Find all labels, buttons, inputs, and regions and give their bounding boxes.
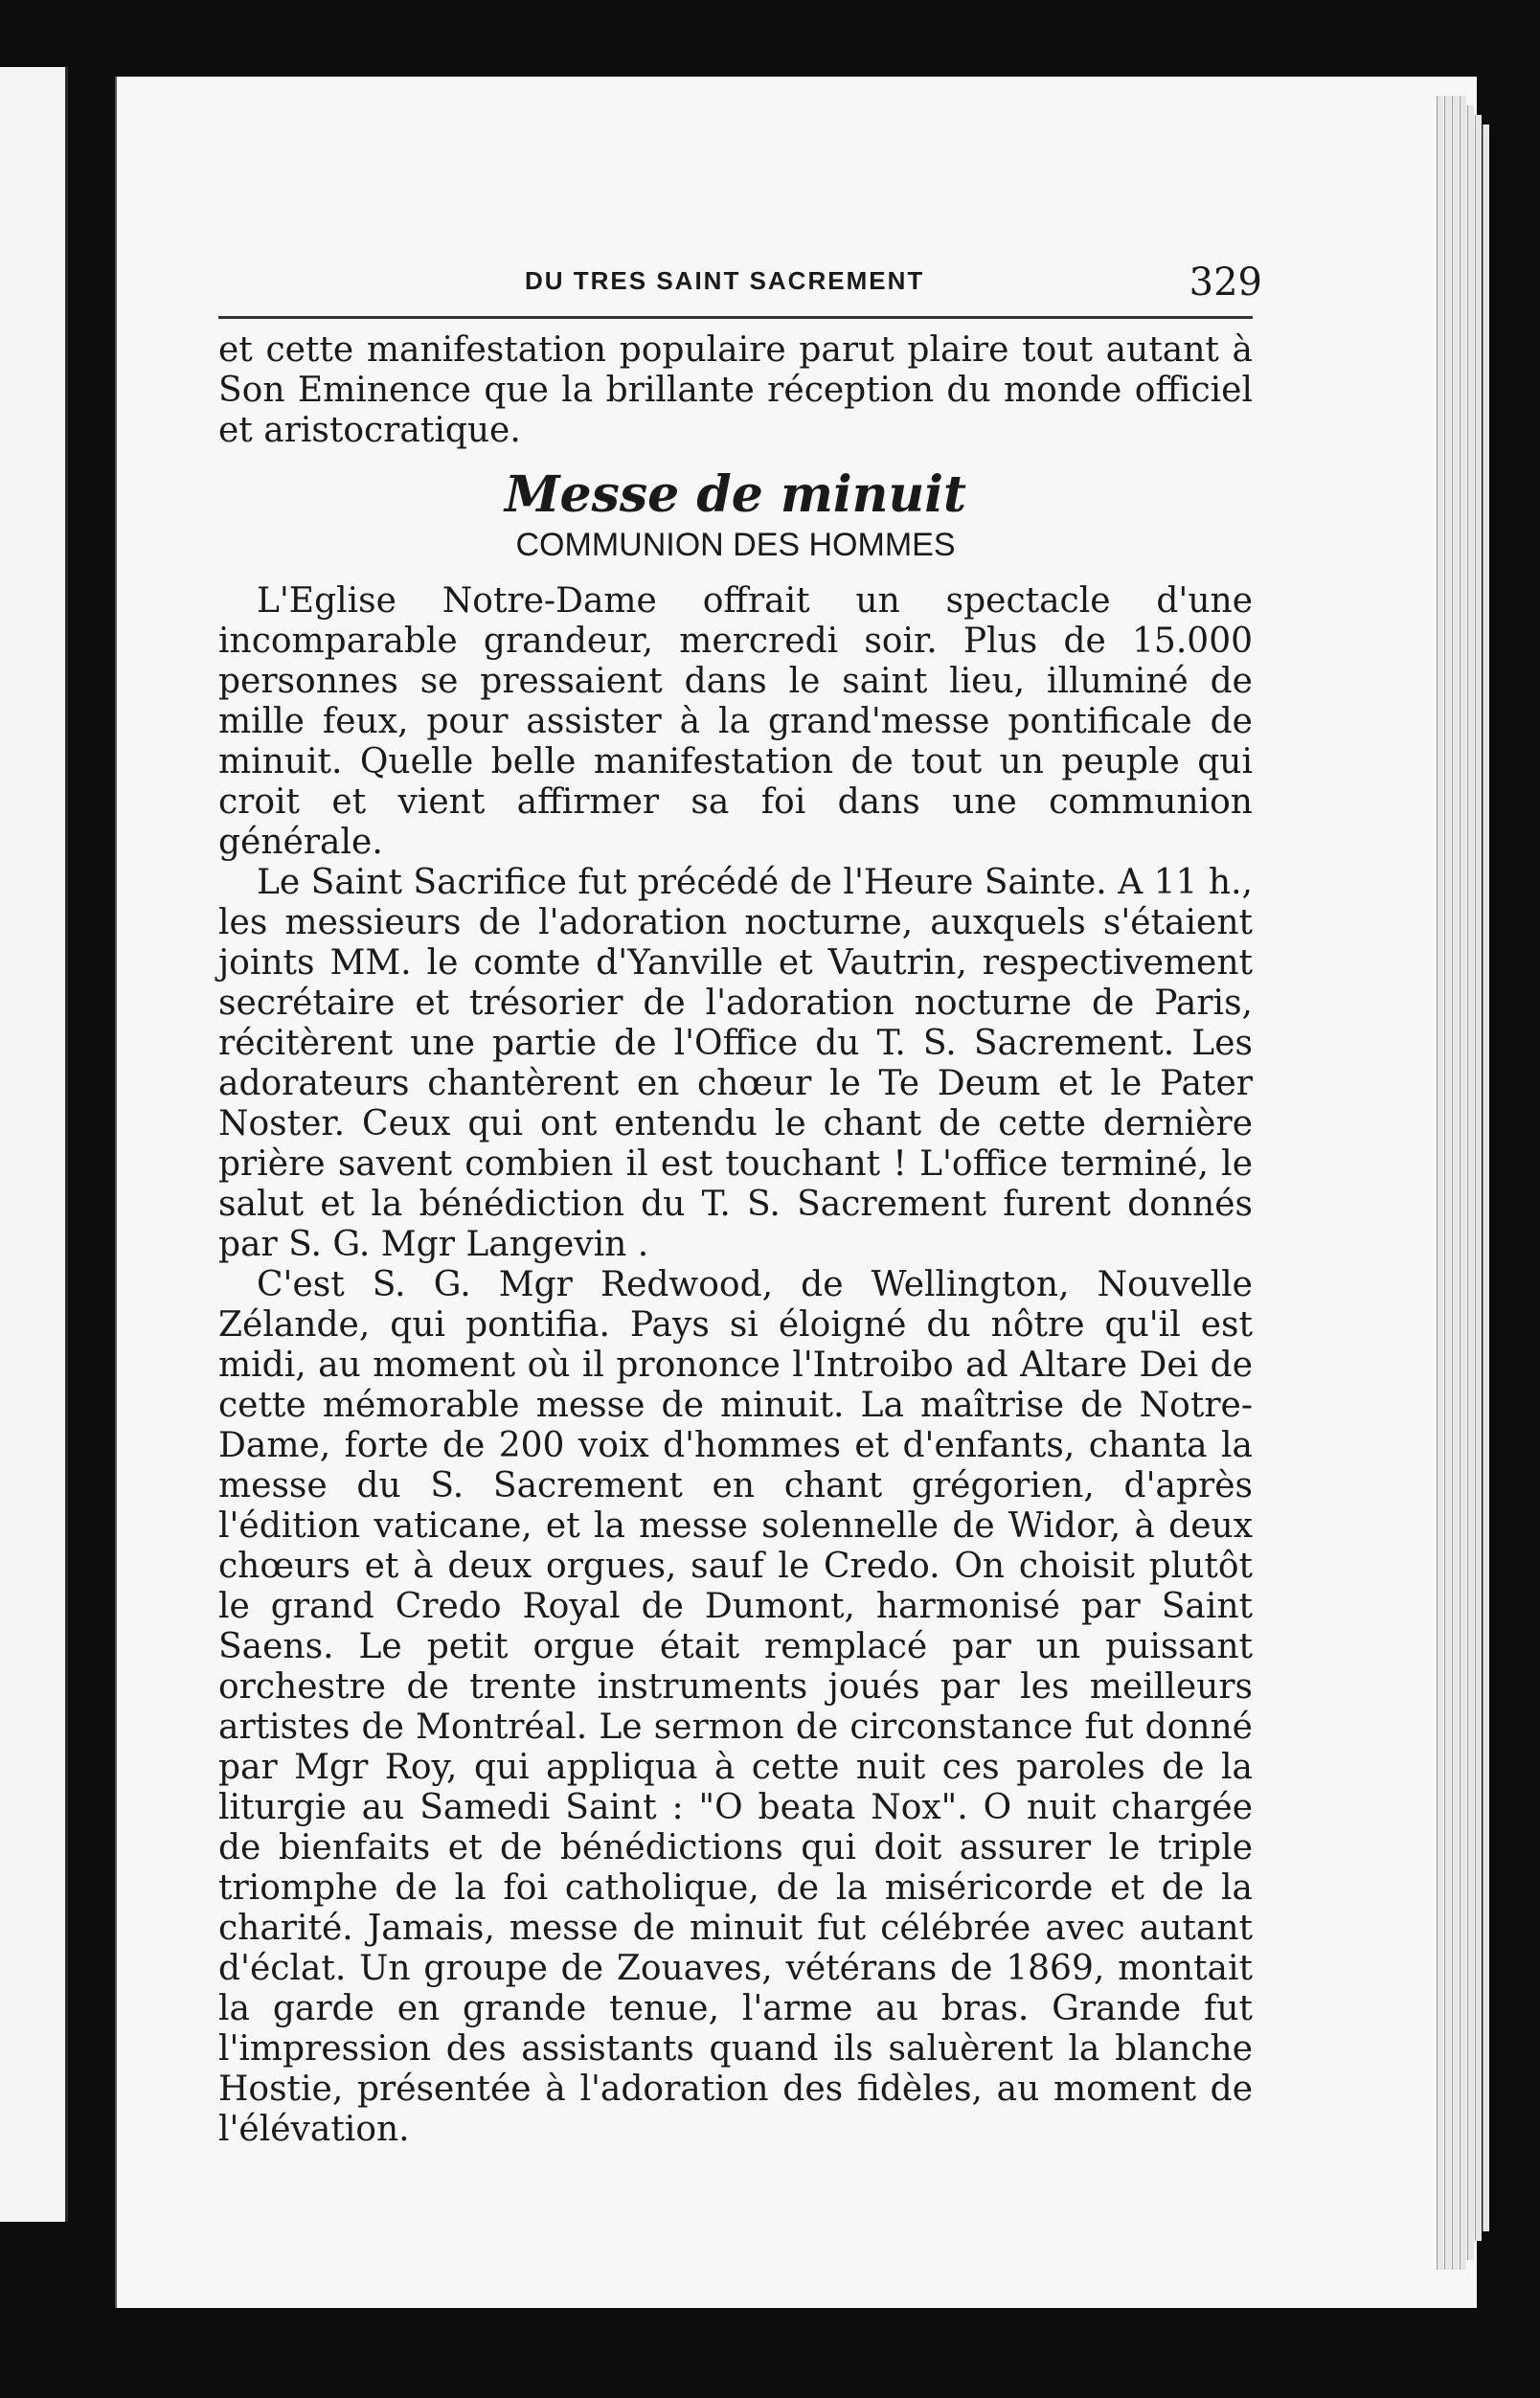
page-edge — [1452, 96, 1459, 2270]
page-edge — [1444, 96, 1451, 2270]
page-edge — [1483, 124, 1489, 2231]
page-content — [218, 259, 1262, 2150]
facing-page-edge — [0, 67, 68, 2222]
running-head — [218, 259, 1262, 319]
body-paragraph: Le Saint Sacrifice fut précédé de l'Heure Sainte. A 11 h., les messieurs de l'adoration nocturne, auxquels s'étaient joints MM. le comte d'Yanville et Vautrin, respectivement secrétaire et trésorier de l'adoration nocturne de Paris, récitèrent une partie de l'Office du T. S. Sacrement. Les adorateurs chantèrent en chœur le Te Deum et le Pater Noster. Ceux qui ont entendu le chant de cette dernière prière savent combien il est touchant ! L'office terminé, le salut et la bénédiction du T. S. Sacrement furent donnés par S. G. Mgr Langevin . — [218, 863, 1253, 1264]
page-number: 329 — [1189, 260, 1262, 305]
page-edge — [1460, 96, 1466, 2270]
body-paragraph: L'Eglise Notre-Dame offrait un spectacle d'une incomparable grandeur, mercredi soir. Plus de 15.000 personnes se pressaient dans le saint lieu, illuminé de mille feux, pour assister à la grand'messe pontificale de minuit. Quelle belle manifestation de tout un peuple qui croit et vient affirmer sa foi dans une communion générale. — [218, 581, 1253, 862]
intro-paragraph: et cette manifestation populaire parut plaire tout autant à Son Eminence que la brillante réception du monde officiel et aristocratique. — [218, 330, 1253, 450]
running-title: DU TRES SAINT SACREMENT — [525, 266, 925, 295]
page-edge — [1467, 105, 1474, 2260]
section-title: Messe de minuit — [504, 465, 967, 524]
page-edge — [1437, 96, 1443, 2270]
page-edge — [1475, 115, 1482, 2241]
body-paragraph: C'est S. G. Mgr Redwood, de Wellington, Nouvelle Zélande, qui pontifia. Pays si éloigné du nôtre qu'il est midi, au moment où il prononce l'Introibo ad Altare Dei de cette mémorable messe de minuit. La maîtrise de Notre-Dame, forte de 200 voix d'hommes et d'enfants, chanta la messe du S. Sacrement en chant grégorien, d'après l'édition vaticane, et la messe solennelle de Widor, à deux chœurs et à deux orgues, sauf le Credo. On choisit plutôt le grand Credo Royal de Dumont, harmonisé par Saint Saens. Le petit orgue était remplacé par un puissant orchestre de trente instruments joués par les meilleurs artistes de Montréal. Le sermon de circonstance fut donné par Mgr Roy, qui appliqua à cette nuit ces paroles de la liturgie au Samedi Saint : "O beata Nox". O nuit chargée de bienfaits et de bénédictions qui doit assurer le triple triomphe de la foi catholique, de la miséricorde et de la charité. Jamais, messe de minuit fut célébrée avec autant d'éclat. Un groupe de Zouaves, vétérans de 1869, montait la garde en grande tenue, l'arme au bras. Grande fut l'impression des assistants quand ils saluèrent la blanche Hostie, présentée à l'adoration des fidèles, au moment de l'élévation. — [218, 1265, 1253, 2149]
section-subtitle: COMMUNION DES HOMMES — [515, 527, 956, 563]
